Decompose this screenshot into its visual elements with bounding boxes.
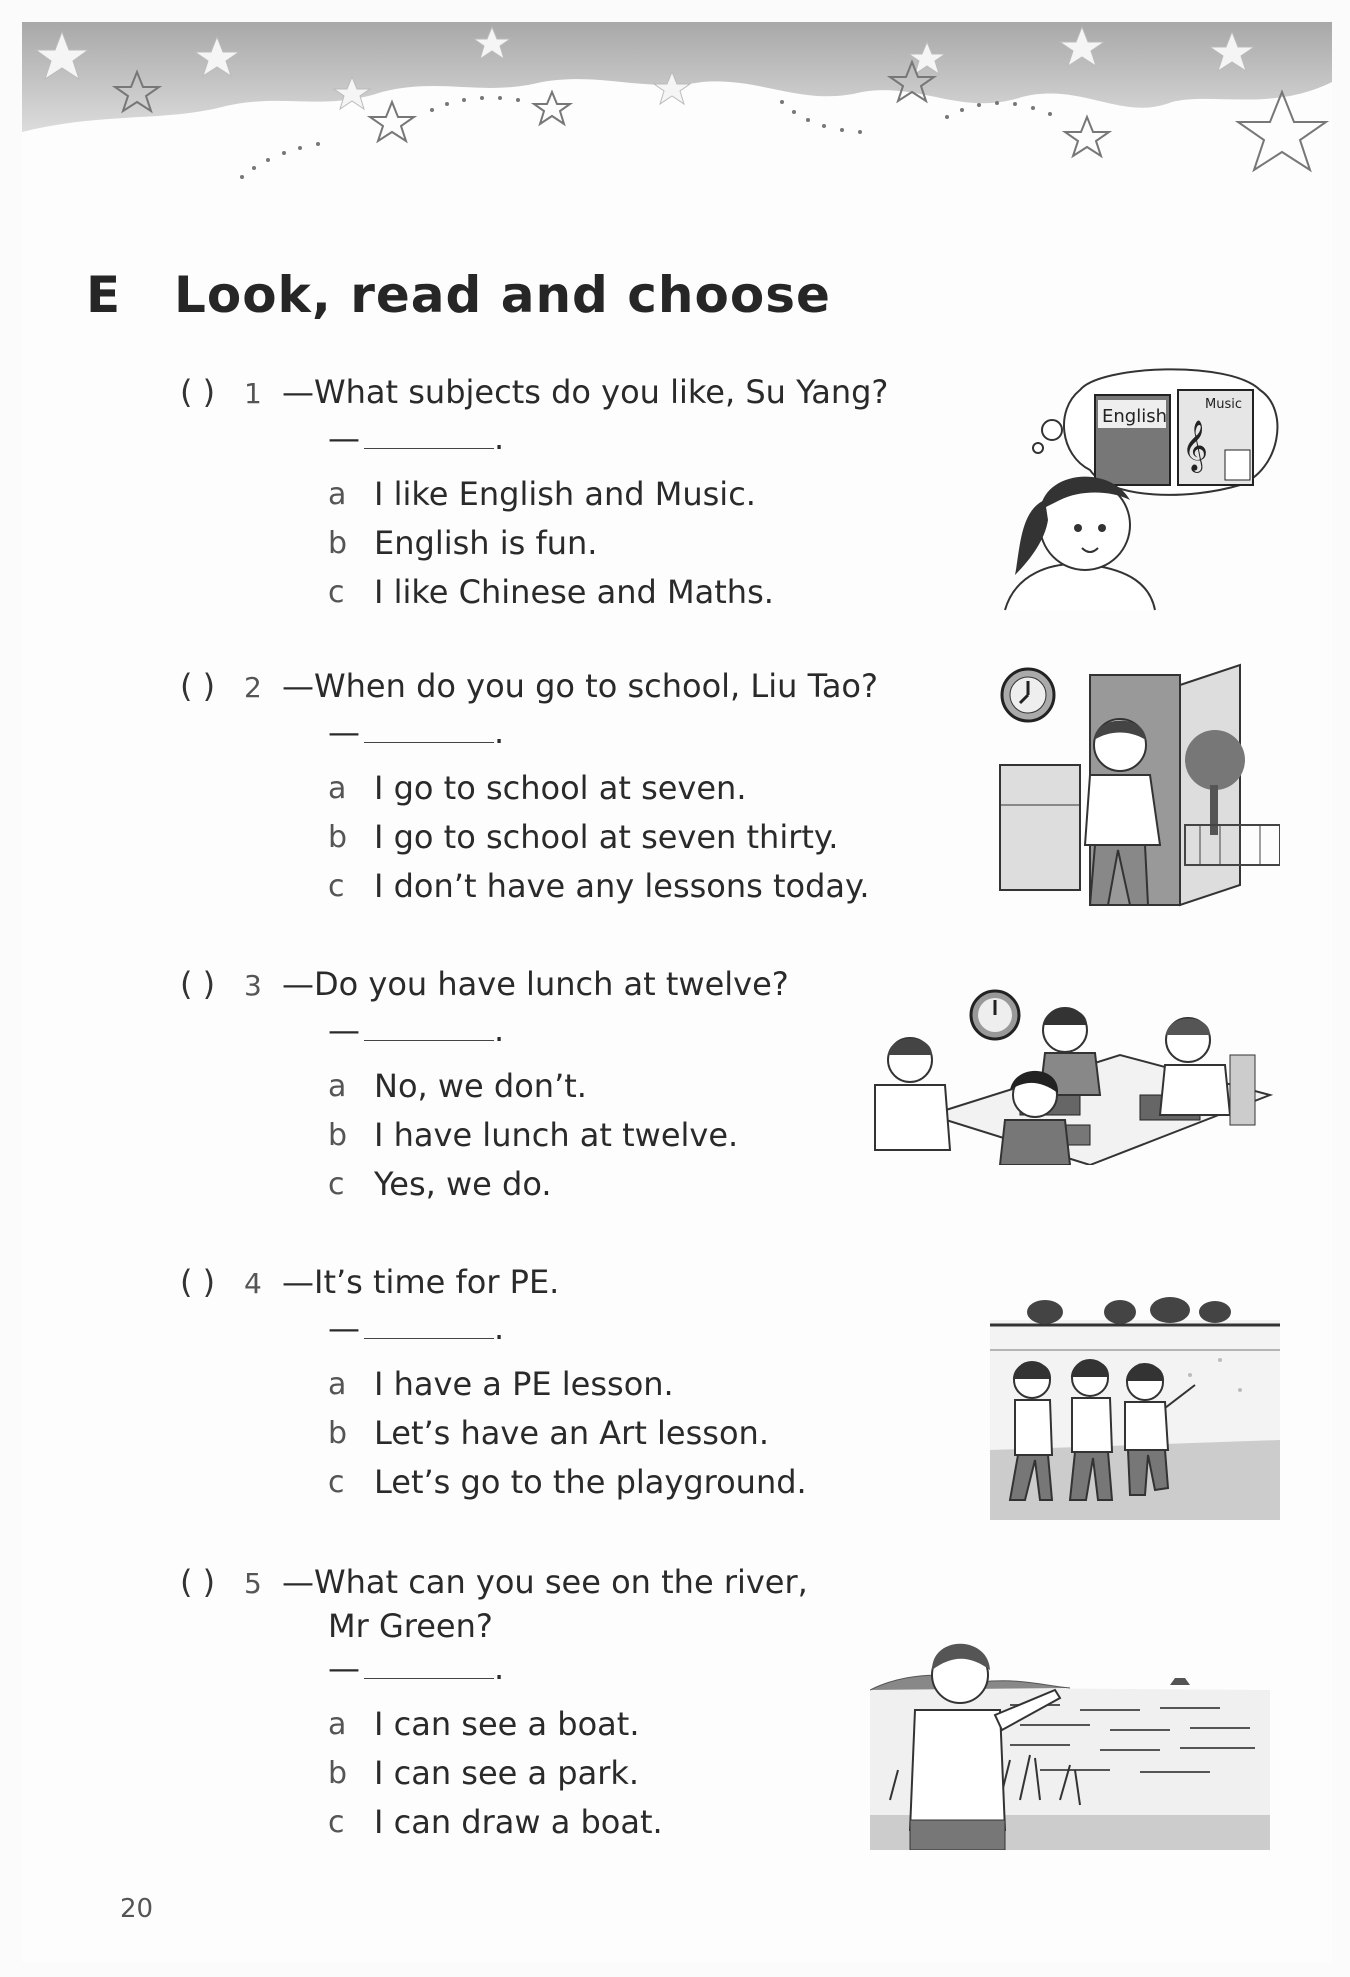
music-book-icon bbox=[1178, 390, 1253, 485]
answer-bracket[interactable]: ( ) bbox=[180, 1563, 216, 1601]
svg-text:English: English bbox=[1102, 406, 1167, 427]
answer-period: . bbox=[494, 419, 505, 457]
children-lunch-illustration bbox=[870, 985, 1280, 1165]
option-a[interactable]: a I have a PE lesson. bbox=[328, 1365, 674, 1403]
boys-playground-illustration bbox=[990, 1290, 1280, 1520]
svg-text:Music: Music bbox=[1205, 397, 1242, 412]
question-text: —Do you have lunch at twelve? bbox=[282, 965, 789, 1003]
question-number: 1 bbox=[244, 377, 262, 410]
section-letter: E bbox=[86, 266, 122, 324]
answer-dash: — bbox=[328, 1011, 360, 1049]
answer-bracket[interactable]: ( ) bbox=[180, 667, 216, 705]
answer-period: . bbox=[494, 713, 505, 751]
answer-blank[interactable] bbox=[364, 1316, 494, 1339]
answer-period: . bbox=[494, 1309, 505, 1347]
answer-dash: — bbox=[328, 1649, 360, 1687]
answer-blank-line bbox=[328, 418, 1000, 458]
option-c[interactable]: c I can draw a boat. bbox=[328, 1803, 663, 1841]
question-4 bbox=[180, 1260, 1000, 1507]
question-text: —What subjects do you like, Su Yang? bbox=[282, 373, 889, 411]
star-banner bbox=[22, 22, 1332, 212]
option-a[interactable]: a I can see a boat. bbox=[328, 1705, 640, 1743]
boy-going-to-school-illustration bbox=[990, 655, 1280, 925]
option-list bbox=[328, 764, 1000, 911]
question-1 bbox=[180, 370, 1000, 617]
answer-blank[interactable] bbox=[364, 1656, 494, 1679]
answer-dash: — bbox=[328, 713, 360, 751]
answer-blank[interactable] bbox=[364, 426, 494, 449]
answer-period: . bbox=[494, 1011, 505, 1049]
section-title-text: Look, read and choose bbox=[174, 266, 831, 324]
answer-bracket[interactable]: ( ) bbox=[180, 965, 216, 1003]
option-c[interactable]: c Let’s go to the playground. bbox=[328, 1463, 807, 1501]
option-a[interactable]: a I like English and Music. bbox=[328, 475, 756, 513]
question-number: 4 bbox=[244, 1267, 262, 1300]
question-number: 3 bbox=[244, 969, 262, 1002]
answer-blank-line bbox=[328, 1308, 1000, 1348]
question-number: 2 bbox=[244, 671, 262, 704]
question-text: —What can you see on the river, bbox=[282, 1563, 808, 1601]
man-at-river-illustration bbox=[870, 1630, 1270, 1850]
option-b[interactable]: b I can see a park. bbox=[328, 1754, 640, 1792]
answer-blank[interactable] bbox=[364, 720, 494, 743]
option-b[interactable]: b Let’s have an Art lesson. bbox=[328, 1414, 769, 1452]
answer-period: . bbox=[494, 1649, 505, 1687]
option-a[interactable]: a I go to school at seven. bbox=[328, 769, 747, 807]
question-2 bbox=[180, 664, 1000, 911]
question-text: —When do you go to school, Liu Tao? bbox=[282, 667, 878, 705]
answer-dash: — bbox=[328, 419, 360, 457]
option-list bbox=[328, 470, 1000, 617]
answer-bracket[interactable]: ( ) bbox=[180, 1263, 216, 1301]
option-c[interactable]: c Yes, we do. bbox=[328, 1165, 552, 1203]
option-c[interactable]: c I don’t have any lessons today. bbox=[328, 867, 870, 905]
option-a[interactable]: a No, we don’t. bbox=[328, 1067, 587, 1105]
clock-icon bbox=[1002, 669, 1054, 721]
clock-icon bbox=[971, 991, 1019, 1039]
english-book-icon bbox=[1095, 395, 1170, 485]
option-b[interactable]: b I go to school at seven thirty. bbox=[328, 818, 839, 856]
answer-dash: — bbox=[328, 1309, 360, 1347]
page-number: 20 bbox=[120, 1894, 154, 1924]
answer-bracket[interactable]: ( ) bbox=[180, 373, 216, 411]
question-number: 5 bbox=[244, 1567, 262, 1600]
answer-blank[interactable] bbox=[364, 1018, 494, 1041]
option-list bbox=[328, 1360, 1000, 1507]
girl-thinking-illustration bbox=[990, 360, 1290, 620]
svg-text:𝄞: 𝄞 bbox=[1182, 420, 1209, 471]
option-b[interactable]: b I have lunch at twelve. bbox=[328, 1116, 739, 1154]
question-text: —It’s time for PE. bbox=[282, 1263, 560, 1301]
section-heading bbox=[86, 266, 831, 324]
option-c[interactable]: c I like Chinese and Maths. bbox=[328, 573, 774, 611]
answer-blank-line bbox=[328, 712, 1000, 752]
option-b[interactable]: b English is fun. bbox=[328, 524, 598, 562]
question-text-line2: Mr Green? bbox=[328, 1607, 493, 1645]
